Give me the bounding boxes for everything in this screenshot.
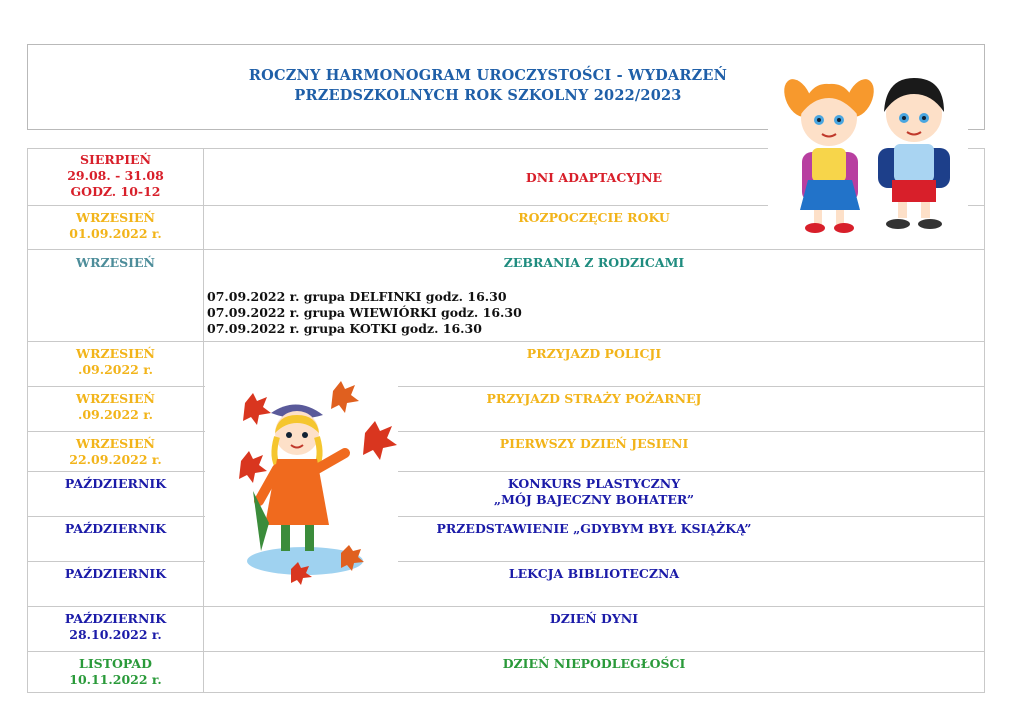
table-row-date xyxy=(28,346,203,378)
table-row-date xyxy=(28,152,203,200)
month-label: WRZESIEŃ xyxy=(76,255,155,270)
event-title-line: „MÓJ BAJECZNY BOHATER” xyxy=(493,492,695,507)
month-label: PAŹDZIERNIK xyxy=(64,566,167,581)
month-label: PAŹDZIERNIK xyxy=(64,476,167,491)
event-title: PRZEDSTAWIENIE „GDYBYM BYŁ KSIĄŻKĄ” xyxy=(436,521,752,536)
month-label: LISTOPAD xyxy=(79,656,152,671)
table-row-date xyxy=(28,391,203,423)
title-line-1: ROCZNY HARMONOGRAM UROCZYSTOŚCI - WYDARZEŃ xyxy=(248,67,728,84)
table-row-date xyxy=(28,656,203,688)
event-title: PIERWSZY DZIEŃ JESIENI xyxy=(499,436,689,451)
month-label: WRZESIEŃ xyxy=(76,436,155,451)
row-divider xyxy=(398,386,985,387)
month-label: PAŹDZIERNIK xyxy=(64,611,167,626)
row-divider xyxy=(398,471,985,472)
row-divider xyxy=(398,516,985,517)
table-right-border xyxy=(984,148,985,693)
event-title: LEKCJA BIBLIOTECZNA xyxy=(508,566,680,581)
row-divider xyxy=(27,249,985,250)
table-bottom-border xyxy=(27,692,985,693)
event-title: ROZPOCZĘCIE ROKU xyxy=(518,210,670,225)
month-label: PAŹDZIERNIK xyxy=(64,521,167,536)
date-label: 01.09.2022 r. xyxy=(69,226,162,241)
month-label: WRZESIEŃ xyxy=(76,346,155,361)
row-divider xyxy=(27,606,985,607)
meeting-note: 07.09.2022 r. grupa DELFINKI godz. 16.30 xyxy=(207,289,507,304)
row-divider xyxy=(27,651,985,652)
table-row-date xyxy=(28,255,203,271)
event-title: PRZYJAZD STRAŻY POŻARNEJ xyxy=(486,391,702,406)
month-label: SIERPIEŃ xyxy=(80,152,151,167)
row-divider xyxy=(398,431,985,432)
table-row-date xyxy=(28,476,203,492)
event-title: DZIEŃ NIEPODLEGŁOŚCI xyxy=(502,656,686,671)
event-title: ZEBRANIA Z RODZICAMI xyxy=(503,255,685,270)
time-label: GODZ. 10-12 xyxy=(70,184,161,199)
table-row-date xyxy=(28,521,203,537)
date-label: .09.2022 r. xyxy=(77,407,154,422)
autumn-girl-illustration xyxy=(205,373,398,595)
kids-illustration xyxy=(768,68,968,240)
month-label: WRZESIEŃ xyxy=(76,210,155,225)
row-divider xyxy=(27,516,205,517)
event-title: DZIEŃ DYNI xyxy=(549,611,639,626)
date-label: .09.2022 r. xyxy=(77,362,154,377)
table-row-date xyxy=(28,611,203,643)
event-title: DNI ADAPTACYJNE xyxy=(525,170,663,185)
row-divider xyxy=(27,471,205,472)
row-divider xyxy=(27,386,205,387)
date-label: 22.09.2022 r. xyxy=(69,452,162,467)
event-title-line: KONKURS PLASTYCZNY xyxy=(507,476,681,491)
table-row-date xyxy=(28,566,203,582)
row-divider xyxy=(398,561,985,562)
date-label: 10.11.2022 r. xyxy=(69,672,162,687)
table-row-date xyxy=(28,436,203,468)
row-divider xyxy=(27,431,205,432)
meeting-note: 07.09.2022 r. grupa KOTKI godz. 16.30 xyxy=(207,321,482,336)
table-row-date xyxy=(28,210,203,242)
event-title: PRZYJAZD POLICJI xyxy=(526,346,662,361)
meeting-note: 07.09.2022 r. grupa WIEWIÓRKI godz. 16.30 xyxy=(207,305,522,320)
date-label: 29.08. - 31.08 xyxy=(67,168,164,183)
month-label: WRZESIEŃ xyxy=(76,391,155,406)
row-divider xyxy=(27,561,205,562)
row-divider xyxy=(27,341,985,342)
title-line-2: PRZEDSZKOLNYCH ROK SZKOLNY 2022/2023 xyxy=(294,87,682,104)
date-label: 28.10.2022 r. xyxy=(69,627,162,642)
